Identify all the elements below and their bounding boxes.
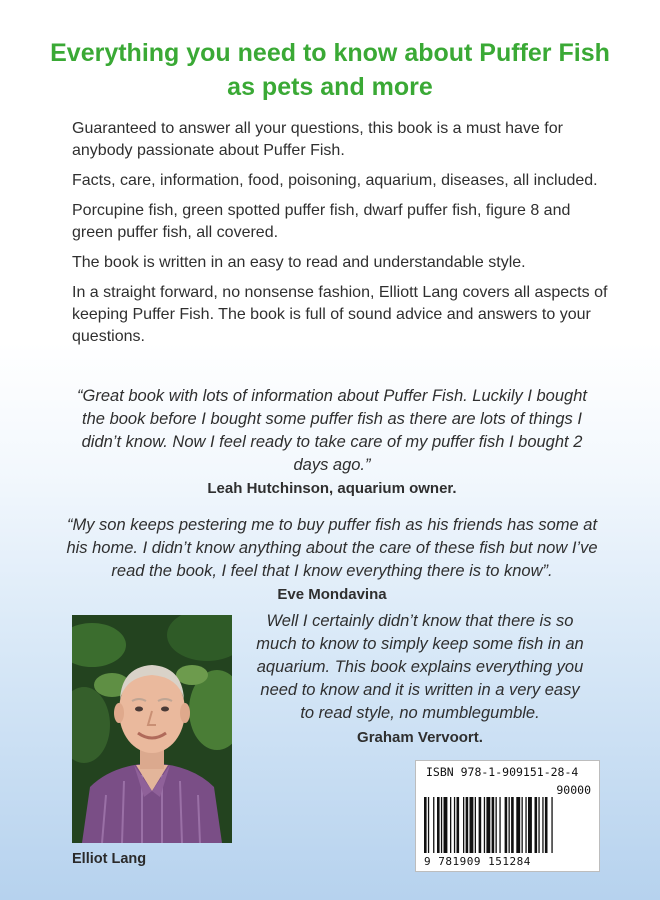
barcode-bar xyxy=(463,797,464,853)
barcode-bar xyxy=(484,797,485,853)
price-code: 90000 xyxy=(556,783,591,797)
barcode-bars xyxy=(424,797,594,855)
description-paragraph: Facts, care, information, food, poisoning, aquarium, diseases, all included. xyxy=(72,172,598,189)
isbn-barcode xyxy=(415,760,600,872)
testimonial-quote: “Great book with lots of information about Puffer Fish. Luckily I bought the book before I bought some puffer fish as there are lots of things I didn’t know. Now I feel ready to take care of my puffer fish I bought 2 days ago.” xyxy=(77,387,587,474)
description-paragraph: Guaranteed to answer all your questions, this book is a must have for anybody passionate about Puffer Fish. xyxy=(72,120,563,159)
barcode-bar xyxy=(475,797,476,853)
description-paragraph: In a straight forward, no nonsense fashion, Elliott Lang covers all aspects of keeping Puffer Fish. The book is full of sound advice and answers to your questions. xyxy=(72,284,608,345)
testimonial-author: Graham Vervoort. xyxy=(357,729,483,746)
isbn-label: ISBN 978-1-909151-28-4 xyxy=(426,765,579,779)
testimonial-quote: “My son keeps pestering me to buy puffer fish as his friends has some at his home. I didn’t know anything about the care of these fish but now I’ve read the book, I feel that I know everything there is to know”. xyxy=(66,516,598,580)
author-portrait-image xyxy=(72,615,232,843)
barcode-bar xyxy=(428,797,429,853)
barcode-bar xyxy=(437,797,440,853)
testimonial-quote: Well I certainly didn’t know that there is so much to know to simply keep some fish in an aquarium. This book explains everything you need to know and it is written in a very easy to read style, no mumblegumble. xyxy=(256,612,584,722)
barcode-bar xyxy=(457,797,460,853)
barcode-bar xyxy=(538,797,539,853)
barcode-bar xyxy=(486,797,490,853)
cover-headline: Everything you need to know about Puffer Fish as pets and more xyxy=(50,39,610,101)
barcode-bar xyxy=(492,797,495,853)
author-photo xyxy=(72,615,232,843)
barcode-bar xyxy=(454,797,455,853)
book-description xyxy=(72,118,612,356)
testimonial-author: Eve Mondavina xyxy=(277,586,387,603)
barcode-bar xyxy=(499,797,500,853)
barcode-bar xyxy=(424,797,427,853)
barcode-bar xyxy=(522,797,523,853)
barcode-bar xyxy=(511,797,514,853)
barcode-bar xyxy=(509,797,510,853)
barcode-bar xyxy=(542,797,543,853)
barcode-bar xyxy=(441,797,442,853)
testimonial-author: Leah Hutchinson, aquarium owner. xyxy=(207,480,457,497)
description-paragraph: Porcupine fish, green spotted puffer fish, dwarf puffer fish, figure 8 and green puffer fish, all covered. xyxy=(72,202,571,241)
barcode-bar xyxy=(528,797,532,853)
description-paragraph: The book is written in an easy to read and understandable style. xyxy=(72,254,526,271)
barcode-bar xyxy=(516,797,520,853)
barcode-bar xyxy=(505,797,508,853)
barcode-bar xyxy=(433,797,434,853)
barcode-bar xyxy=(466,797,469,853)
barcode-bar xyxy=(551,797,552,853)
barcode-bar xyxy=(479,797,482,853)
barcode-bar xyxy=(535,797,538,853)
barcode-bar xyxy=(450,797,451,853)
author-name-caption: Elliot Lang xyxy=(72,851,147,867)
barcode-bar xyxy=(444,797,448,853)
barcode-bar xyxy=(470,797,474,853)
barcode-bar xyxy=(525,797,526,853)
barcode-bar xyxy=(496,797,497,853)
barcode-bar xyxy=(545,797,548,853)
ean-digits: 9 781909 151284 xyxy=(424,855,531,868)
